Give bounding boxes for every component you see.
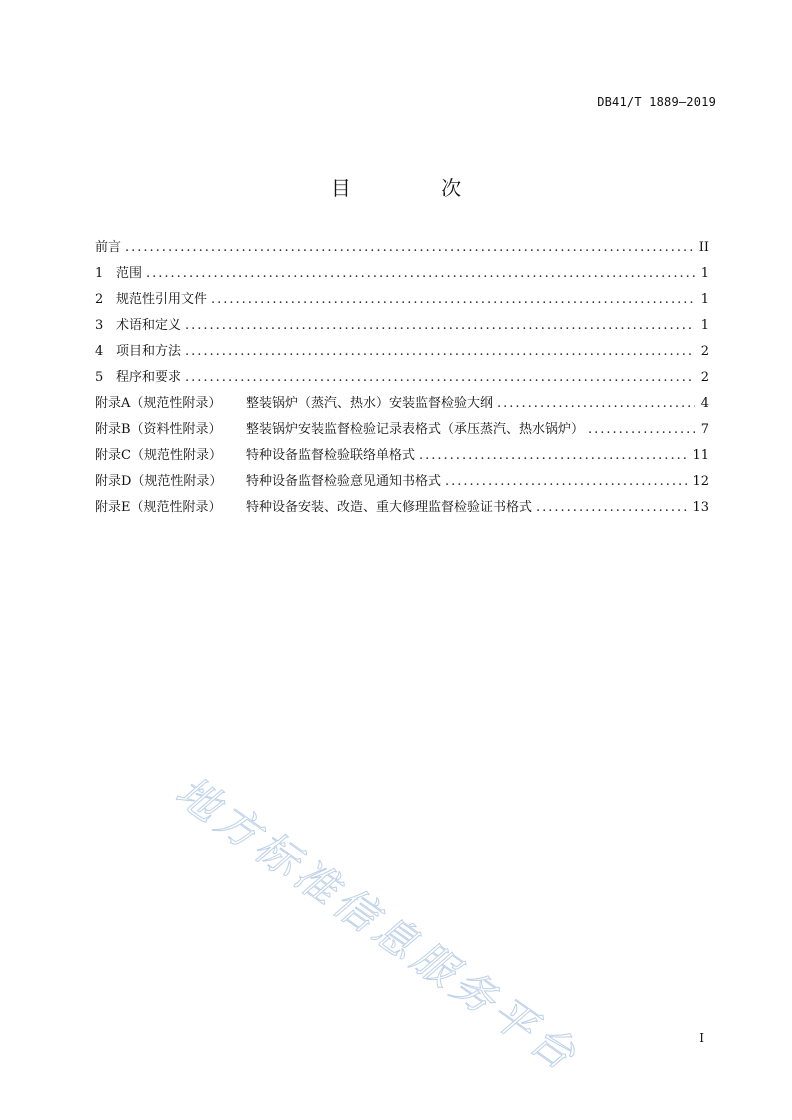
toc-entry-5[interactable] [95, 366, 709, 392]
toc-entry-page: II [698, 240, 709, 255]
toc-leader-dots [419, 448, 688, 463]
toc-entry-label: 程序和要求 [116, 370, 182, 385]
toc-leader-dots [211, 292, 695, 307]
toc-entry-page: 4 [700, 396, 709, 411]
toc-appendix-tag: 附录B（资料性附录） [95, 422, 222, 437]
toc-appendix-tag: 附录C（规范性附录） [95, 448, 222, 463]
toc-entry-number: 2 [95, 292, 104, 307]
standard-number: DB41/T 1889—2019 [597, 95, 716, 109]
toc-entry-page: 2 [700, 370, 709, 385]
toc-entry-label: 范围 [116, 266, 143, 281]
toc-leader-dots [125, 240, 695, 255]
toc-entry-foreword[interactable] [95, 236, 709, 262]
page-number: I [699, 1031, 704, 1045]
toc-entry-label: 特种设备监督检验意见通知书格式 [246, 474, 442, 489]
toc-entry-1[interactable] [95, 262, 709, 288]
toc-entry-label: 特种设备监督检验联络单格式 [246, 448, 416, 463]
page-title: 目 次 [330, 176, 504, 200]
toc-entry-number: 1 [95, 266, 104, 281]
toc-entry-label: 特种设备安装、改造、重大修理监督检验证书格式 [246, 500, 533, 515]
watermark: 地方标准信息服务平台 [167, 766, 589, 1083]
toc-entry-label: 项目和方法 [116, 344, 182, 359]
toc-entry-page: 13 [692, 500, 709, 515]
toc-entry-appendix-a[interactable] [95, 392, 709, 418]
toc-entry-number: 3 [95, 318, 104, 333]
toc-leader-dots [185, 344, 695, 359]
toc-entry-page: 12 [692, 474, 709, 489]
toc-entry-3[interactable] [95, 314, 709, 340]
table-of-contents [95, 236, 709, 522]
toc-appendix-tag: 附录E（规范性附录） [95, 500, 222, 515]
toc-entry-label: 整装锅炉安装监督检验记录表格式（承压蒸汽、热水锅炉） [246, 422, 585, 437]
toc-leader-dots [497, 396, 695, 411]
toc-entry-label: 整装锅炉（蒸汽、热水）安装监督检验大纲 [246, 396, 494, 411]
toc-appendix-tag: 附录A（规范性附录） [95, 396, 222, 411]
toc-entry-appendix-e[interactable] [95, 496, 709, 522]
toc-entry-page: 1 [700, 292, 709, 307]
toc-entry-page: 11 [692, 448, 709, 463]
toc-entry-page: 2 [700, 344, 709, 359]
toc-entry-label: 前言 [95, 240, 122, 255]
toc-leader-dots [146, 266, 695, 281]
toc-entry-number: 4 [95, 344, 104, 359]
toc-entry-page: 7 [700, 422, 709, 437]
toc-entry-number: 5 [95, 370, 104, 385]
toc-entry-page: 1 [700, 318, 709, 333]
toc-entry-label: 术语和定义 [116, 318, 182, 333]
toc-appendix-tag: 附录D（规范性附录） [95, 474, 223, 489]
toc-entry-2[interactable] [95, 288, 709, 314]
toc-entry-label: 规范性引用文件 [116, 292, 208, 307]
toc-entry-page: 1 [700, 266, 709, 281]
toc-entry-appendix-b[interactable] [95, 418, 709, 444]
toc-leader-dots [536, 500, 688, 515]
toc-entry-4[interactable] [95, 340, 709, 366]
toc-leader-dots [185, 370, 695, 385]
toc-leader-dots [185, 318, 695, 333]
toc-leader-dots [588, 422, 695, 437]
toc-leader-dots [445, 474, 688, 489]
toc-entry-appendix-d[interactable] [95, 470, 709, 496]
toc-entry-appendix-c[interactable] [95, 444, 709, 470]
